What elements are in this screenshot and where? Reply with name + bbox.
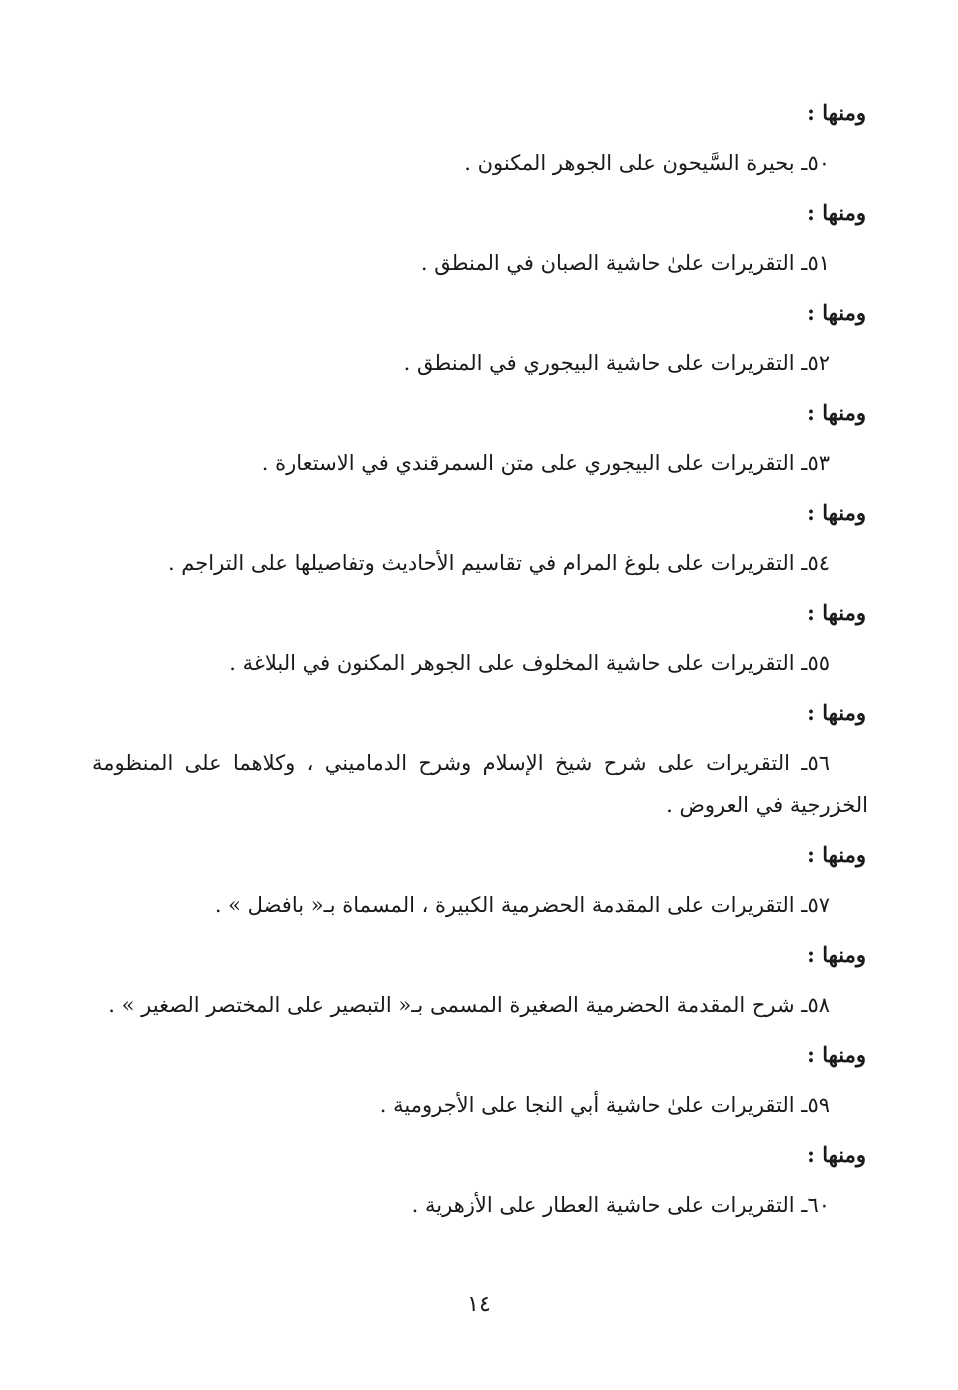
entry-lead: ومنها : xyxy=(807,200,866,225)
entry-lead: ومنها : xyxy=(807,842,866,867)
entry-item: ٥٦ـ التقريرات على شرح شيخ الإسلام وشرح الدماميني ، وكلاهما على المنظومة الخزرجية في العروض . xyxy=(92,751,868,817)
entry-lead: ومنها : xyxy=(807,1042,866,1067)
entry-item: ٥٢ـ التقريرات على حاشية البيجوري في المنطق . xyxy=(403,351,830,375)
entry-lead: ومنها : xyxy=(807,1142,866,1167)
entry-lead: ومنها : xyxy=(807,600,866,625)
entry-lead: ومنها : xyxy=(807,400,866,425)
entry-lead: ومنها : xyxy=(807,100,866,125)
entry-lead: ومنها : xyxy=(807,300,866,325)
entry-lead: ومنها : xyxy=(807,942,866,967)
entry-lead: ومنها : xyxy=(807,700,866,725)
entry-item: ٥٩ـ التقريرات علىٰ حاشية أبي النجا على الأجرومية . xyxy=(379,1093,830,1117)
entry-item: ٦٠ـ التقريرات على حاشية العطار على الأزهرية . xyxy=(411,1193,830,1217)
page-content xyxy=(92,88,868,1230)
entry-block xyxy=(92,288,868,388)
entry-lead: ومنها : xyxy=(807,500,866,525)
entry-item: ٥٣ـ التقريرات على البيجوري على متن السمرقندي في الاستعارة . xyxy=(261,451,830,475)
entry-block xyxy=(92,830,868,930)
entry-block xyxy=(92,688,868,830)
entry-block xyxy=(92,1030,868,1130)
entry-block xyxy=(92,1130,868,1230)
entry-item: ٥٤ـ التقريرات على بلوغ المرام في تقاسيم الأحاديث وتفاصيلها على التراجم . xyxy=(167,551,830,575)
entry-block xyxy=(92,488,868,588)
entry-block xyxy=(92,388,868,488)
entry-block xyxy=(92,588,868,688)
entry-block xyxy=(92,930,868,1030)
entry-item: ٥٠ـ بحيرة السَّيحون على الجوهر المكنون . xyxy=(464,151,830,175)
entry-item: ٥٧ـ التقريرات على المقدمة الحضرمية الكبيرة ، المسماة بـ« بافضل » . xyxy=(214,893,830,917)
entry-block xyxy=(92,88,868,188)
page-number: ١٤ xyxy=(467,1292,491,1317)
entry-item: ٥١ـ التقريرات علىٰ حاشية الصبان في المنطق . xyxy=(420,251,830,275)
entry-block xyxy=(92,188,868,288)
entry-item: ٥٥ـ التقريرات على حاشية المخلوف على الجوهر المكنون في البلاغة . xyxy=(229,651,830,675)
entry-item: ٥٨ـ شرح المقدمة الحضرمية الصغيرة المسمى بـ« التبصير على المختصر الصغير » . xyxy=(108,993,830,1017)
